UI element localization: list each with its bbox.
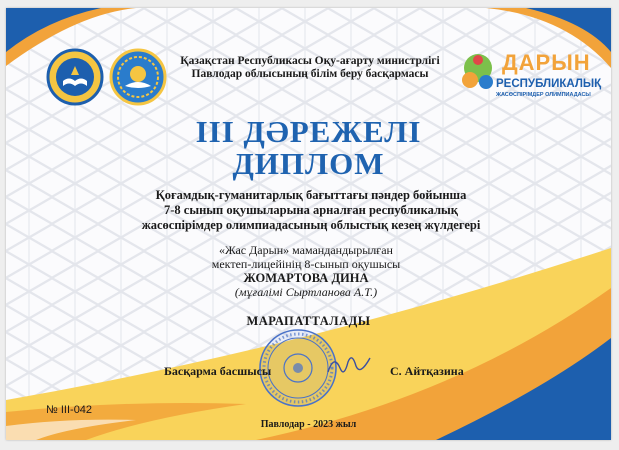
school-line-1: «Жас Дарын» мамандандырылған [219,243,393,257]
open-book-emblem-icon [46,48,104,106]
diploma-title: ДИПЛОМ [232,146,385,181]
daryn-logo-word: ДАРЫН [502,50,591,75]
diploma-sheet [6,8,611,440]
serial-number: № ІІІ-042 [46,404,93,416]
daryn-logo-line2: ЖАСӨСПІРІМДЕР ОЛИМПИАДАСЫ [496,92,591,98]
awarded-text: МАРАПАТТАЛАДЫ [246,314,371,328]
header-text [174,55,446,81]
teacher-name: (мұғалімі Сыртланова А.Т.) [234,285,378,299]
description-line-3: жасөспірімдер олимпиадасының облыстық кезең жүлдегері [141,218,481,232]
department-name: Павлодар облысының білім беру басқармасы [191,68,429,80]
diploma-description [96,188,526,233]
student-name: ЖОМАРТОВА ДИНА [243,271,369,285]
signer-position: Басқарма басшысы [164,364,272,378]
signature-icon [324,350,374,380]
sun-wreath-emblem-icon [109,48,167,106]
school-line-2: мектеп-лицейінің 8-сынып оқушысы [211,257,401,271]
daryn-logo-line1: РЕСПУБЛИКАЛЫҚ [496,78,602,90]
diploma-degree: ІІІ ДӘРЕЖЕЛІ [195,114,422,149]
description-line-1: Қоғамдық-гуманитарлық бағыттағы пәндер бойынша [155,188,467,202]
daryn-logo [458,48,602,108]
student-block [126,243,486,299]
ministry-name: Қазақстан Республикасы Оқу-ағарту министрлігі [180,55,440,67]
signer-name: С. Айтқазина [390,364,464,378]
description-line-2: 7-8 сынып оқушыларына арналған республикалық [164,203,458,217]
footer-place-year: Павлодар - 2023 жыл [260,419,357,430]
